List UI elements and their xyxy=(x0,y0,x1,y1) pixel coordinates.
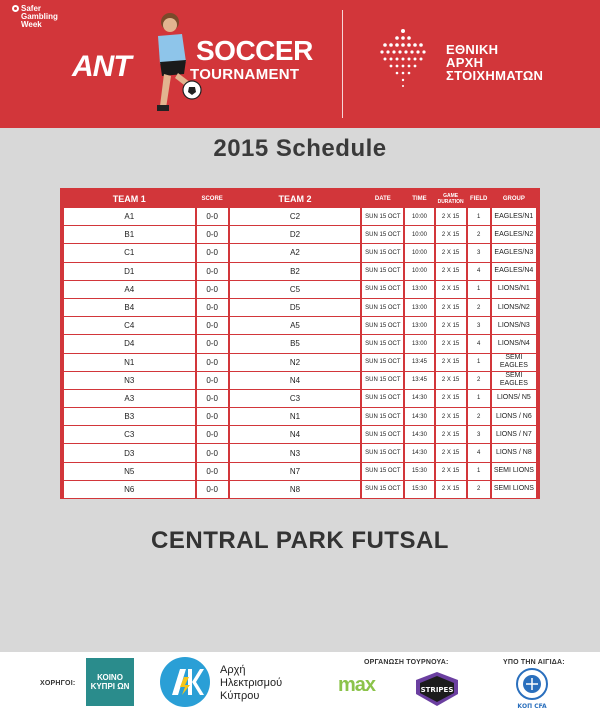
cell-group: EAGLES/N2 xyxy=(492,226,536,244)
cell-date: SUN 15 OCT xyxy=(362,354,403,372)
header-time: TIME xyxy=(412,196,427,202)
header-team2: TEAM 2 xyxy=(278,194,312,204)
cell-score: 0-0 xyxy=(197,244,228,262)
cell-date: SUN 15 OCT xyxy=(362,226,403,244)
aik-name: Αρχή Ηλεκτρισμού Κύπρου xyxy=(220,664,283,702)
cell-team2: N4 xyxy=(230,372,361,390)
cell-date: SUN 15 OCT xyxy=(362,208,403,226)
cell-duration: 2 X 15 xyxy=(436,299,466,317)
cell-time: 15:30 xyxy=(405,481,433,499)
cell-score: 0-0 xyxy=(197,354,228,372)
cell-time: 13:00 xyxy=(405,299,433,317)
cell-team2: N7 xyxy=(230,463,361,481)
cell-duration: 2 X 15 xyxy=(436,317,466,335)
cell-field: 1 xyxy=(468,390,490,408)
cell-field: 4 xyxy=(468,263,490,281)
cell-score: 0-0 xyxy=(197,281,228,299)
cell-field: 3 xyxy=(468,317,490,335)
cell-duration: 2 X 15 xyxy=(436,408,466,426)
cell-date: SUN 15 OCT xyxy=(362,444,403,462)
aik-logo xyxy=(158,655,212,709)
cell-score: 0-0 xyxy=(197,317,228,335)
table-row xyxy=(64,408,536,426)
cell-field: 2 xyxy=(468,299,490,317)
cell-time: 14:30 xyxy=(405,426,433,444)
header-team1: TEAM 1 xyxy=(112,194,146,204)
svg-text:ΚΟΠ CFA: ΚΟΠ CFA xyxy=(517,703,547,710)
cell-group: LIONS / N8 xyxy=(492,444,536,462)
cell-group: LIONS/ N5 xyxy=(492,390,536,408)
cell-team1: B1 xyxy=(64,226,195,244)
cell-time: 13:00 xyxy=(405,281,433,299)
cell-date: SUN 15 OCT xyxy=(362,390,403,408)
cell-team2: N2 xyxy=(230,354,361,372)
cell-duration: 2 X 15 xyxy=(436,263,466,281)
cell-score: 0-0 xyxy=(197,299,228,317)
cell-team1: A1 xyxy=(64,208,195,226)
cell-duration: 2 X 15 xyxy=(436,226,466,244)
cell-team1: N6 xyxy=(64,481,195,499)
venue-name: CENTRAL PARK FUTSAL xyxy=(151,527,449,554)
ring-icon xyxy=(12,5,19,12)
cell-time: 10:00 xyxy=(405,208,433,226)
cell-team1: N1 xyxy=(64,354,195,372)
cell-group: LIONS/N2 xyxy=(492,299,536,317)
cell-team1: D1 xyxy=(64,263,195,281)
safer-gambling-week-logo: Safer Gambling Week xyxy=(12,5,60,29)
cell-team2: D5 xyxy=(230,299,361,317)
cell-duration: 2 X 15 xyxy=(436,281,466,299)
cell-field: 1 xyxy=(468,281,490,299)
cell-field: 1 xyxy=(468,354,490,372)
cell-field: 4 xyxy=(468,335,490,353)
header-score: SCORE xyxy=(201,196,223,202)
cell-team2: N4 xyxy=(230,426,361,444)
cell-time: 10:00 xyxy=(405,244,433,262)
cell-time: 10:00 xyxy=(405,263,433,281)
cell-team1: B4 xyxy=(64,299,195,317)
cell-field: 1 xyxy=(468,208,490,226)
cell-group: LIONS/N4 xyxy=(492,335,536,353)
cell-duration: 2 X 15 xyxy=(436,481,466,499)
cell-time: 13:45 xyxy=(405,372,433,390)
cell-duration: 2 X 15 xyxy=(436,335,466,353)
cell-team2: A5 xyxy=(230,317,361,335)
cell-date: SUN 15 OCT xyxy=(362,426,403,444)
cell-field: 2 xyxy=(468,226,490,244)
organizers-label: ΟΡΓΑΝΩΣΗ ΤΟΥΡΝΟΥΑ: xyxy=(364,659,449,666)
cell-group: LIONS / N6 xyxy=(492,408,536,426)
cell-date: SUN 15 OCT xyxy=(362,299,403,317)
cell-team1: C3 xyxy=(64,426,195,444)
cell-score: 0-0 xyxy=(197,408,228,426)
cell-field: 2 xyxy=(468,481,490,499)
header-group: GROUP xyxy=(502,196,525,202)
sponsors-label: ΧΟΡΗΓΟΙ: xyxy=(40,680,76,687)
cell-group: SEMI EAGLES xyxy=(492,354,536,372)
table-row xyxy=(64,317,536,335)
cell-team2: D2 xyxy=(230,226,361,244)
cell-date: SUN 15 OCT xyxy=(362,281,403,299)
table-row xyxy=(64,354,536,372)
cell-field: 3 xyxy=(468,426,490,444)
cell-date: SUN 15 OCT xyxy=(362,335,403,353)
cell-team2: C2 xyxy=(230,208,361,226)
cell-group: LIONS/N1 xyxy=(492,281,536,299)
authority-dots-icon xyxy=(378,28,428,88)
cell-date: SUN 15 OCT xyxy=(362,463,403,481)
cell-date: SUN 15 OCT xyxy=(362,408,403,426)
cell-score: 0-0 xyxy=(197,481,228,499)
cell-field: 1 xyxy=(468,463,490,481)
cell-duration: 2 X 15 xyxy=(436,444,466,462)
cell-team1: D4 xyxy=(64,335,195,353)
cell-team1: C4 xyxy=(64,317,195,335)
cell-duration: 2 X 15 xyxy=(436,463,466,481)
cell-score: 0-0 xyxy=(197,444,228,462)
table-row xyxy=(64,335,536,353)
cell-team1: N3 xyxy=(64,372,195,390)
max-logo: max xyxy=(338,674,376,696)
cell-team2: N3 xyxy=(230,444,361,462)
cell-team2: B2 xyxy=(230,263,361,281)
cell-time: 13:45 xyxy=(405,354,433,372)
header-banner xyxy=(0,0,600,128)
cell-group: EAGLES/N3 xyxy=(492,244,536,262)
cell-time: 14:30 xyxy=(405,390,433,408)
auspices-label: ΥΠΟ ΤΗΝ ΑΙΓΙΔΑ: xyxy=(503,659,565,666)
table-row xyxy=(64,208,536,226)
table-row xyxy=(64,481,536,499)
cell-date: SUN 15 OCT xyxy=(362,263,403,281)
soccer-wordmark: SOCCER xyxy=(196,35,313,66)
cell-team2: C5 xyxy=(230,281,361,299)
cell-score: 0-0 xyxy=(197,335,228,353)
header-date: DATE xyxy=(374,196,391,202)
cell-field: 2 xyxy=(468,408,490,426)
cell-field: 3 xyxy=(468,244,490,262)
table-row xyxy=(64,390,536,408)
table-row xyxy=(64,426,536,444)
cell-duration: 2 X 15 xyxy=(436,390,466,408)
cell-field: 4 xyxy=(468,444,490,462)
anti-logo: ANT xyxy=(72,50,131,83)
cell-duration: 2 X 15 xyxy=(436,426,466,444)
cell-duration: 2 X 15 xyxy=(436,354,466,372)
cell-group: LIONS/N3 xyxy=(492,317,536,335)
cell-group: LIONS / N7 xyxy=(492,426,536,444)
cell-date: SUN 15 OCT xyxy=(362,481,403,499)
cell-team2: N1 xyxy=(230,408,361,426)
cell-score: 0-0 xyxy=(197,208,228,226)
cell-team1: A3 xyxy=(64,390,195,408)
table-row xyxy=(64,263,536,281)
stripes-logo xyxy=(412,670,462,708)
cell-group: SEMI EAGLES xyxy=(492,372,536,390)
cell-score: 0-0 xyxy=(197,226,228,244)
cell-duration: 2 X 15 xyxy=(436,244,466,262)
cell-duration: 2 X 15 xyxy=(436,208,466,226)
cell-team2: C3 xyxy=(230,390,361,408)
table-header-row xyxy=(64,190,536,208)
cell-score: 0-0 xyxy=(197,263,228,281)
cell-team1: C1 xyxy=(64,244,195,262)
header-field: FIELD xyxy=(470,196,488,202)
tournament-wordmark: TOURNAMENT xyxy=(190,66,300,83)
cell-time: 14:30 xyxy=(405,408,433,426)
header-divider xyxy=(342,10,343,118)
header-game-duration: GAME DURATION xyxy=(437,193,464,205)
cell-score: 0-0 xyxy=(197,390,228,408)
cell-time: 15:30 xyxy=(405,463,433,481)
cell-score: 0-0 xyxy=(197,372,228,390)
table-row xyxy=(64,299,536,317)
cell-team1: B3 xyxy=(64,408,195,426)
table-row xyxy=(64,226,536,244)
cell-group: EAGLES/N4 xyxy=(492,263,536,281)
page-title: 2015 Schedule xyxy=(213,135,387,162)
cell-date: SUN 15 OCT xyxy=(362,317,403,335)
svg-text:STRIPES: STRIPES xyxy=(420,686,454,694)
cell-team2: B5 xyxy=(230,335,361,353)
cell-score: 0-0 xyxy=(197,463,228,481)
cfa-logo xyxy=(514,668,550,710)
cell-team2: N8 xyxy=(230,481,361,499)
table-row xyxy=(64,444,536,462)
table-row xyxy=(64,463,536,481)
schedule-table xyxy=(60,188,540,499)
cell-team2: A2 xyxy=(230,244,361,262)
cell-group: SEMI LIONS xyxy=(492,463,536,481)
cell-team1: N5 xyxy=(64,463,195,481)
cell-group: SEMI LIONS xyxy=(492,481,536,499)
table-row xyxy=(64,244,536,262)
cell-group: EAGLES/N1 xyxy=(492,208,536,226)
table-row xyxy=(64,372,536,390)
cell-field: 2 xyxy=(468,372,490,390)
authority-name: ΕΘΝΙΚΗ ΑΡΧΗ ΣΤΟΙΧΗΜΑΤΩΝ xyxy=(446,42,544,83)
cell-time: 13:00 xyxy=(405,317,433,335)
table-row xyxy=(64,281,536,299)
cell-time: 10:00 xyxy=(405,226,433,244)
cell-date: SUN 15 OCT xyxy=(362,372,403,390)
cell-date: SUN 15 OCT xyxy=(362,244,403,262)
cell-time: 13:00 xyxy=(405,335,433,353)
cell-time: 14:30 xyxy=(405,444,433,462)
cell-team1: D3 xyxy=(64,444,195,462)
cell-team1: A4 xyxy=(64,281,195,299)
koino-kyprion-logo: ΚΟΙΝΟ ΚΥΠΡΙ ΩΝ xyxy=(86,658,134,706)
cell-duration: 2 X 15 xyxy=(436,372,466,390)
cell-score: 0-0 xyxy=(197,426,228,444)
